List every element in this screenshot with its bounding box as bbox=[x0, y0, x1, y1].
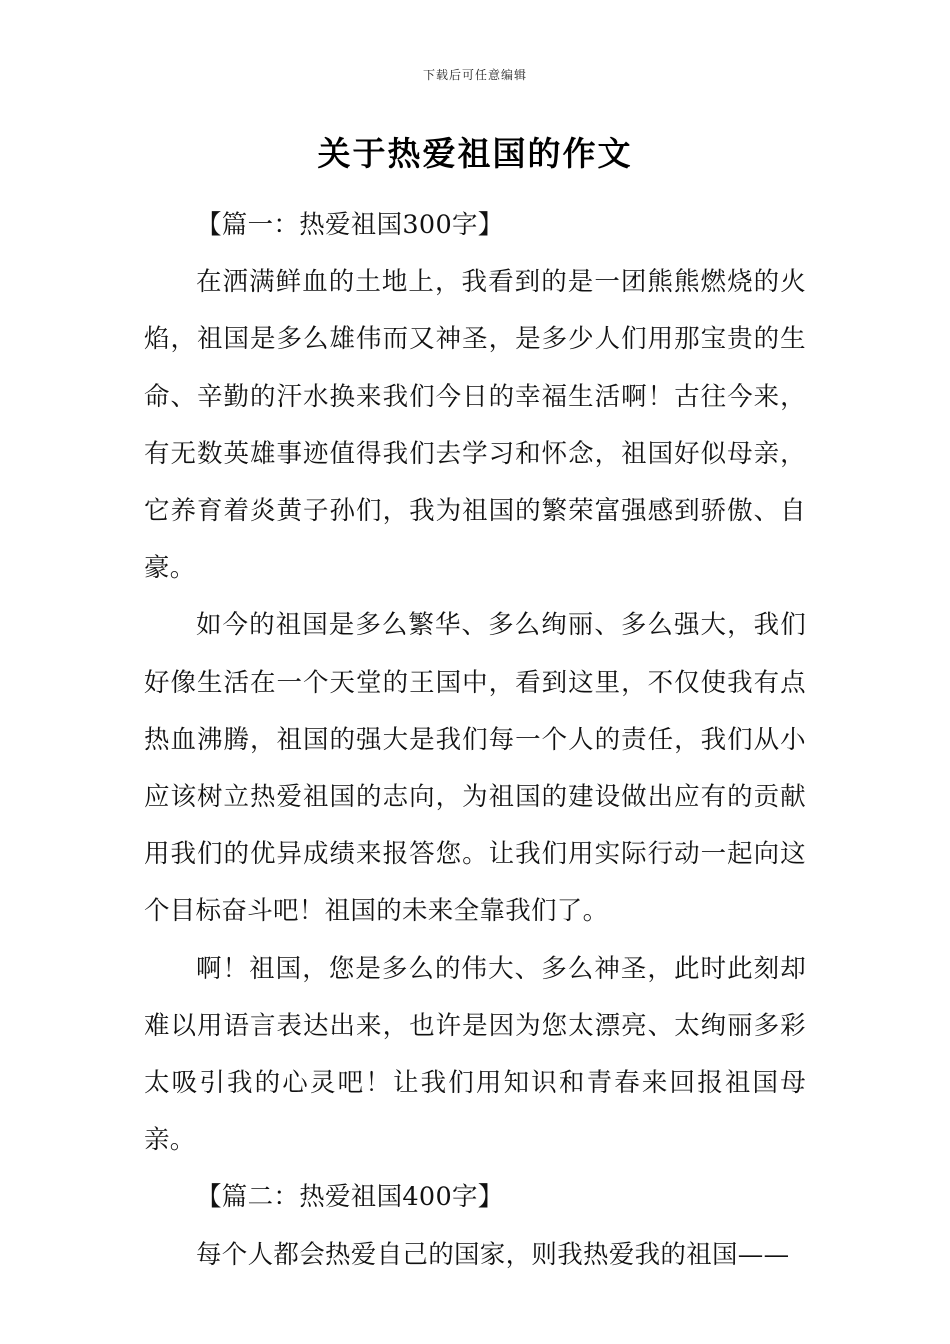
section-heading-1: 【篇一：热爱祖国300字】 bbox=[196, 210, 504, 240]
paragraph: 每个人都会热爱自己的国家，则我热爱我的祖国—— bbox=[196, 1239, 790, 1270]
document-body bbox=[144, 197, 806, 1284]
header-note: 下载后可任意编辑 bbox=[422, 68, 527, 82]
paragraph: 啊！祖国，您是多么的伟大、多么神圣，此时此刻却难以用语言表达出来，也许是因为您太漂亮、太绚丽多彩太吸引我的心灵吧！让我们用知识和青春来回报祖国母亲。 bbox=[144, 953, 806, 1156]
paragraph: 如今的祖国是多么繁华、多么绚丽、多么强大，我们好像生活在一个天堂的王国中，看到这里，不仅使我有点热血沸腾，祖国的强大是我们每一个人的责任，我们从小应该树立热爱祖国的志向，为祖国的建设做出应有的贡献用我们的优异成绩来报答您。让我们用实际行动一起向这个目标奋斗吧！祖国的未来全靠我们了。 bbox=[144, 610, 806, 927]
paragraph: 在洒满鲜血的土地上，我看到的是一团熊熊燃烧的火焰，祖国是多么雄伟而又神圣，是多少人们用那宝贵的生命、辛勤的汗水换来我们今日的幸福生活啊！古往今来，有无数英雄事迹值得我们去学习和怀念，祖国好似母亲，它养育着炎黄子孙们，我为祖国的繁荣富强感到骄傲、自豪。 bbox=[144, 267, 806, 584]
section-heading-2: 【篇二：热爱祖国400字】 bbox=[196, 1182, 504, 1213]
document-title: 关于热爱祖国的作文 bbox=[317, 134, 633, 173]
